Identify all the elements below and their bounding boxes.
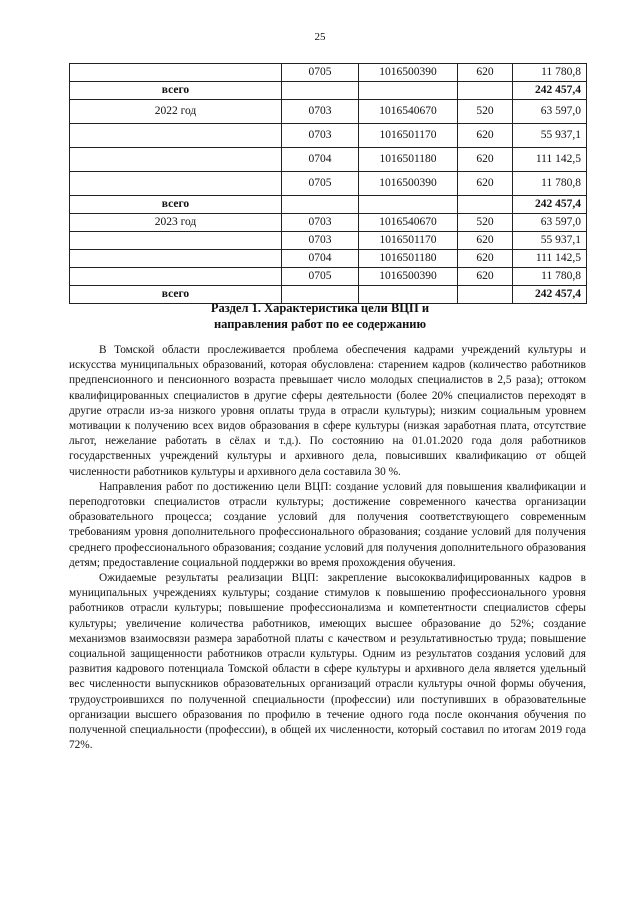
year-label-cell xyxy=(70,250,282,268)
section-code-cell: 0703 xyxy=(282,124,359,148)
amount-cell: 63 597,0 xyxy=(513,214,587,232)
section-code-cell xyxy=(282,196,359,214)
table-row xyxy=(70,214,587,232)
expense-type-cell: 620 xyxy=(458,268,513,286)
year-label-cell xyxy=(70,268,282,286)
table-row xyxy=(70,268,587,286)
table-row xyxy=(70,124,587,148)
target-code-cell: 1016500390 xyxy=(359,64,458,82)
amount-cell: 111 142,5 xyxy=(513,148,587,172)
target-code-cell: 1016500390 xyxy=(359,268,458,286)
table-row xyxy=(70,100,587,124)
section-code-cell: 0703 xyxy=(282,214,359,232)
section-title-line-2: направления работ по ее содержанию xyxy=(213,317,427,331)
table-row xyxy=(70,82,587,100)
year-label-cell xyxy=(70,64,282,82)
year-label-cell xyxy=(70,172,282,196)
expense-type-cell: 620 xyxy=(458,250,513,268)
table-row xyxy=(70,172,587,196)
year-label-cell: всего xyxy=(70,286,282,304)
expense-type-cell: 620 xyxy=(458,172,513,196)
year-label-cell xyxy=(70,232,282,250)
amount-cell: 242 457,4 xyxy=(513,196,587,214)
section-title xyxy=(0,300,640,332)
amount-cell: 55 937,1 xyxy=(513,124,587,148)
page-number: 25 xyxy=(314,31,326,43)
section-code-cell: 0704 xyxy=(282,250,359,268)
target-code-cell: 1016500390 xyxy=(359,172,458,196)
year-label-cell: 2022 год xyxy=(70,100,282,124)
target-code-cell: 1016501180 xyxy=(359,148,458,172)
expense-type-cell xyxy=(458,196,513,214)
amount-cell: 242 457,4 xyxy=(513,82,587,100)
year-label-cell: всего xyxy=(70,82,282,100)
expense-type-cell xyxy=(458,82,513,100)
target-code-cell: 1016501180 xyxy=(359,250,458,268)
target-code-cell xyxy=(359,196,458,214)
body-text xyxy=(69,343,586,753)
table-row xyxy=(70,196,587,214)
amount-cell: 242 457,4 xyxy=(513,286,587,304)
section-code-cell xyxy=(282,82,359,100)
year-label-cell: 2023 год xyxy=(70,214,282,232)
target-code-cell: 1016501170 xyxy=(359,124,458,148)
budget-table xyxy=(69,63,587,304)
table-row xyxy=(70,64,587,82)
section-code-cell: 0705 xyxy=(282,268,359,286)
amount-cell: 111 142,5 xyxy=(513,250,587,268)
expense-type-cell: 620 xyxy=(458,64,513,82)
section-code-cell: 0705 xyxy=(282,64,359,82)
paragraph-directions: Направления работ по достижению цели ВЦП: создание условий для повышения квалификации и переподготовки специалистов отрасли культуры; достижение современного качества организации образовательного процесса; создание условий для получения соответствующего современным требованиям уровня дополнительного профессионального образования; создание условий для получения среднего профессионального образования; создание условий для получения дополнительного образования детям; предоставление социальной поддержки во время прохождения обучения. xyxy=(69,480,586,569)
amount-cell: 11 780,8 xyxy=(513,172,587,196)
target-code-cell xyxy=(359,82,458,100)
expense-type-cell: 620 xyxy=(458,232,513,250)
expense-type-cell: 520 xyxy=(458,214,513,232)
paragraph-results: Ожидаемые результаты реализации ВЦП: закрепление высококвалифицированных кадров в муниципальных учреждениях культуры; создание стимулов к повышению профессионального уровня работников отрасли культуры; повышение профессионализма и компетентности специалистов сферы культуры; увеличение количества работников, имеющих высшее образование до 52%; создание механизмов взаимосвязи размера заработной платы с качеством и результативностью труда; повышение социальной защищенности работников отрасли культуры. Одним из результатов создания условий для развития кадрового потенциала Томской области в сфере культуры и архивного дела является удельный вес численности выпускников образовательных организаций отрасли культуры очной формы обучения, трудоустроившихся по полученной специальности (профессии) или поступивших в образовательные организации высшего образования по профилю в течение одного года после окончания обучения по полученной специальности (профессии), в общей их численности, который составил по итогам 2019 года 72%. xyxy=(69,572,586,752)
table-row xyxy=(70,232,587,250)
section-title-line-1: Раздел 1. Характеристика цели ВЦП и xyxy=(210,301,430,315)
section-code-cell: 0704 xyxy=(282,148,359,172)
expense-type-cell: 520 xyxy=(458,100,513,124)
target-code-cell: 1016501170 xyxy=(359,232,458,250)
amount-cell: 11 780,8 xyxy=(513,64,587,82)
table-row xyxy=(70,148,587,172)
expense-type-cell: 620 xyxy=(458,148,513,172)
paragraph-problem: В Томской области прослеживается проблема обеспечения кадрами учреждений культуры и искусства муниципальных образований, которая обусловлена: старением кадров (количество работников предпенсионного и пенсионного возраста превышает число молодых специалистов в 2,5 раза); оттоком квалифицированных специалистов в другие сферы деятельности (более 20% специалистов переходят в другие отрасли из-за низкого уровня оплаты труда в отрасли культуры); низким социальным уровнем мотивации к получению всех видов образования в сфере культуры (низкая заработная плата, отсутствие льгот, нежелание работать в сёлах и т.д.). По состоянию на 01.01.2020 года доля работников государственных учреждений культуры и архивного дела, повысивших квалификацию от общей численности работников культуры и архивного дела составила 30 %. xyxy=(69,344,586,478)
target-code-cell: 1016540670 xyxy=(359,100,458,124)
section-code-cell: 0703 xyxy=(282,232,359,250)
amount-cell: 11 780,8 xyxy=(513,268,587,286)
amount-cell: 63 597,0 xyxy=(513,100,587,124)
budget-table-body xyxy=(70,64,587,304)
table-row xyxy=(70,250,587,268)
expense-type-cell: 620 xyxy=(458,124,513,148)
year-label-cell xyxy=(70,148,282,172)
year-label-cell xyxy=(70,124,282,148)
section-code-cell: 0703 xyxy=(282,100,359,124)
year-label-cell: всего xyxy=(70,196,282,214)
target-code-cell: 1016540670 xyxy=(359,214,458,232)
amount-cell: 55 937,1 xyxy=(513,232,587,250)
section-code-cell: 0705 xyxy=(282,172,359,196)
